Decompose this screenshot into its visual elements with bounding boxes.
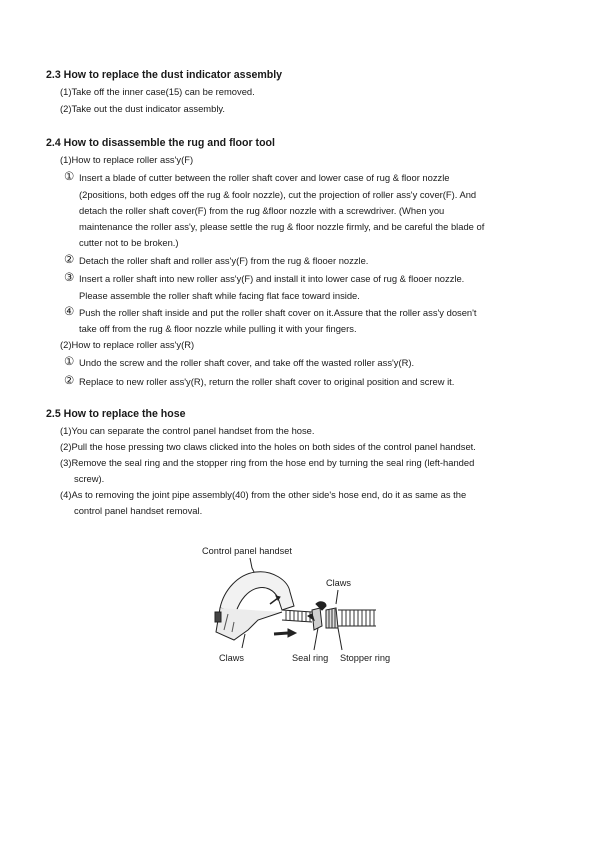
section-2-5-heading: 2.5 How to replace the hose	[46, 408, 186, 420]
step-marker-3: ③	[64, 272, 75, 284]
s24-sub1-item1-line3: detach the roller shaft cover(F) from the rug &floor nozzle with a screwdriver. (When you	[79, 205, 445, 216]
step-marker-1b: ①	[64, 356, 75, 368]
s25-step-4-line1: (4)As to removing the joint pipe assembly(40) from the other side's hose end, do it as same as the	[60, 489, 467, 500]
s24-sub-1: (1)How to replace roller ass'y(F)	[60, 154, 194, 165]
label-claws-bottom: Claws	[219, 653, 245, 663]
s24-sub2-item1: Undo the screw and the roller shaft cover, and take off the wasted roller ass'y(R).	[79, 357, 415, 368]
step-marker-2: ②	[64, 254, 75, 266]
s24-sub1-item1-line4: maintenance the roller ass'y, please settle the rug & floor nozzle firmly, and be careful the blade of	[79, 221, 485, 232]
section-2-4-heading: 2.4 How to disassemble the rug and floor tool	[46, 137, 275, 149]
step-marker-4: ④	[64, 306, 75, 318]
s24-sub2-item2: Replace to new roller ass'y(R), return the roller shaft cover to original position and screw it.	[79, 376, 455, 387]
s24-sub1-item1-line2: (2positions, both edges off the rug & foolr nozzle), cut the projection of roller ass'y cover(F). And	[79, 189, 477, 200]
s24-sub1-item4-line2: take off from the rug & floor nozzle while pulling it with your fingers.	[79, 323, 357, 334]
s24-sub1-item1-line5: cutter not to be broken.)	[79, 237, 179, 248]
s24-sub1-item2-line1: Detach the roller shaft and roller ass'y(F) from the rug & flooer nozzle.	[79, 255, 369, 266]
s23-step-2: (2)Take out the dust indicator assembly.	[60, 103, 226, 114]
s24-sub1-item3-line1: Insert a roller shaft into new roller ass'y(F) and install it into lower case of rug & flooer nozzle.	[79, 273, 465, 284]
s24-sub1-item1-line1: Insert a blade of cutter between the roller shaft cover and lower case of rug & floor nozzle	[79, 172, 450, 183]
s25-step-3-line2: screw).	[74, 473, 105, 484]
s24-sub1-item3-line2: Please assemble the roller shaft while facing flat face toward inside.	[79, 290, 360, 301]
s25-step-4-line2: control panel handset removal.	[74, 505, 203, 516]
s24-sub1-item4-line1: Push the roller shaft inside and put the roller shaft cover on it.Assure that the roller ass'y dosen't	[79, 307, 477, 318]
label-seal-ring: Seal ring	[292, 653, 329, 663]
section-2-3-heading: 2.3 How to replace the dust indicator assembly	[46, 69, 283, 81]
hose-diagram	[190, 540, 420, 680]
s23-step-1: (1)Take off the inner case(15) can be removed.	[60, 86, 255, 97]
s25-step-1: (1)You can separate the control panel handset from the hose.	[60, 425, 315, 436]
hose-drawing	[190, 540, 420, 680]
step-marker-2b: ②	[64, 375, 75, 387]
step-marker-1: ①	[64, 171, 75, 183]
s24-sub-2: (2)How to replace roller ass'y(R)	[60, 339, 195, 350]
label-stopper-ring: Stopper ring	[340, 653, 391, 663]
s25-step-2: (2)Pull the hose pressing two claws clicked into the holes on both sides of the control panel handset.	[60, 441, 476, 452]
label-control-panel-handset: Control panel handset	[202, 546, 292, 556]
s25-step-3-line1: (3)Remove the seal ring and the stopper ring from the hose end by turning the seal ring (left-handed	[60, 457, 475, 468]
label-claws-top: Claws	[326, 578, 352, 588]
